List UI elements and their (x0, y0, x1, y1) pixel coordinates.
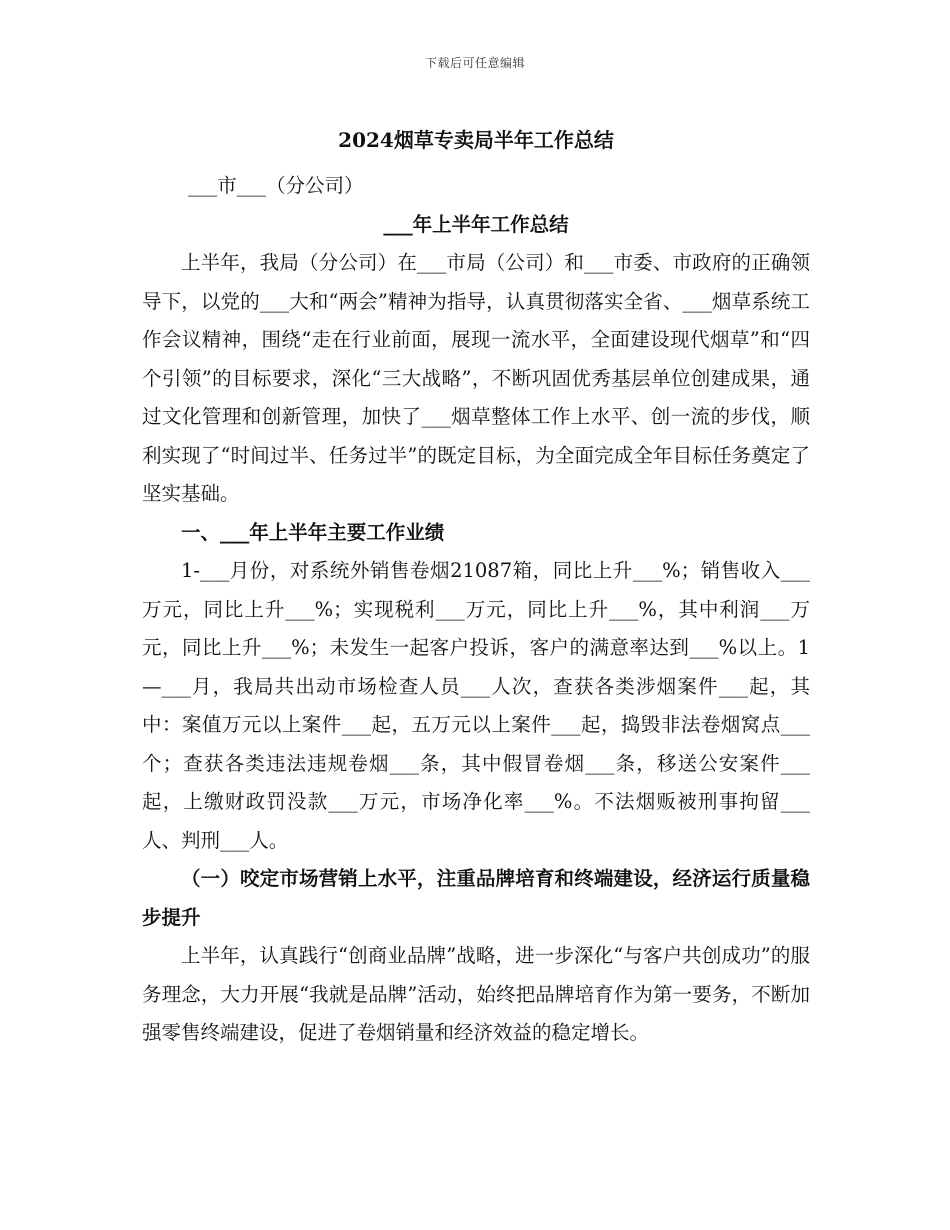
document-body (142, 120, 810, 1053)
section-paragraph: 1-___月份，对系统外销售卷烟21087箱，同比上升___%；销售收入___万元，同比上升___%；实现税利___万元，同比上升___%，其中利润___万元，同比上升___%；未发生一起客户投诉，客户的满意率达到___%以上。1—___月，我局共出动市场检查人员___人次，查获各类涉烟案件___起，其中：案值万元以上案件___起，五万元以上案件___起，捣毁非法卷烟窝点___个；查获各类违法违规卷烟___条，其中假冒卷烟___条，移送公安案件___起，上缴财政罚没款___万元，市场净化率___%。不法烟贩被刑事拘留___人、判刑___人。 (142, 559, 810, 852)
section-heading: 一、___年上半年主要工作业绩 (181, 520, 445, 544)
document-title: 2024烟草专卖局半年工作总结 (338, 128, 614, 152)
subsection-heading: （一）咬定市场营销上水平，注重品牌培育和终端建设，经济运行质量稳步提升 (142, 867, 810, 929)
header-note: 下载后可任意编辑 (424, 56, 525, 70)
org-line: ___市___（分公司） (188, 174, 364, 197)
subsection-paragraph: 上半年，认真践行“创商业品牌”战略，进一步深化“与客户共创成功”的服务理念，大力开展“我就是品牌”活动，始终把品牌培育作为第一要务，不断加强零售终端建设，促进了卷烟销量和经济效益的稳定增长。 (142, 944, 810, 1044)
document-subtitle: ___年上半年工作总结 (383, 212, 569, 236)
intro-paragraph: 上半年，我局（分公司）在___市局（公司）和___市委、市政府的正确领导下，以党的___大和“两会”精神为指导，认真贯彻落实全省、___烟草系统工作会议精神，围绕“走在行业前面，展现一流水平，全面建设现代烟草”和“四个引领”的目标要求，深化“三大战略”，不断巩固优秀基层单位创建成果，通过文化管理和创新管理，加快了___烟草整体工作上水平、创一流的步伐，顺利实现了“时间过半、任务过半”的既定目标，为全面完成全年目标任务奠定了坚实基础。 (142, 251, 810, 505)
